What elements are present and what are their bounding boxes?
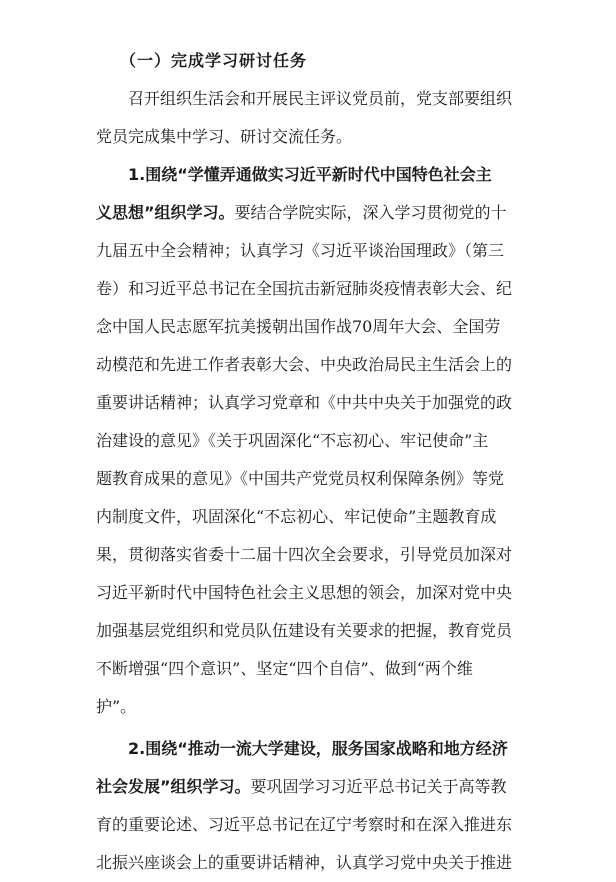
- normal-text: 九届五中全会精神；认真学习《习近平谈治国理政》（第三: [96, 241, 505, 260]
- text-line: [96, 612, 544, 650]
- text-line: [96, 346, 544, 384]
- text-line: [96, 460, 544, 498]
- text-line: [96, 844, 544, 882]
- normal-text: 北振兴座谈会上的重要讲话精神，认真学习党中央关于推进: [96, 853, 513, 872]
- text-line: [96, 156, 544, 194]
- text-line: [96, 194, 544, 232]
- normal-text: 要巩固学习习近平总书记关于高等教: [250, 777, 507, 796]
- normal-text: 习近平新时代中国特色社会主义思想的领会，加深对党中央: [96, 583, 513, 602]
- text-line: [96, 650, 544, 688]
- paragraph-item-2: [96, 730, 544, 882]
- text-line: [96, 498, 544, 536]
- normal-text: 不断增强“四个意识”、坚定“四个自信”、做到“两个维: [96, 659, 473, 678]
- normal-text: 内制度文件，巩固深化“不忘初心、牢记使命”主题教育成: [96, 507, 497, 526]
- document-body: [96, 80, 544, 882]
- bold-text: 2.围绕“推动一流大学建设，服务国家战略和地方经济: [96, 739, 508, 758]
- normal-text: 重要讲话精神；认真学习党章和《中共中央关于加强党的政: [96, 393, 513, 412]
- normal-text: 要结合学院实际，深入学习贯彻党的十: [234, 203, 507, 222]
- text-line: [96, 422, 544, 460]
- text-line: [96, 232, 544, 270]
- text-line: [96, 730, 544, 768]
- text-line: 召开组织生活会和开展民主评议党员前，党支部要组织: [96, 89, 513, 108]
- normal-text: 念中国人民志愿军抗美援朝出国作战70周年大会、全国劳: [96, 317, 501, 336]
- normal-text: 治建设的意见》《关于巩固深化“不忘初心、牢记使命”主: [96, 431, 489, 450]
- normal-text: 动模范和先进工作者表彰大会、中央政治局民主生活会上的: [96, 355, 513, 374]
- paragraph-item-1: [96, 156, 544, 726]
- text-line: [96, 270, 544, 308]
- section-heading: （一）完成学习研讨任务: [120, 51, 308, 70]
- normal-text: 加强基层党组织和党员队伍建设有关要求的把握，教育党员: [96, 621, 513, 640]
- normal-text: 护”。: [96, 697, 137, 716]
- text-line: [96, 536, 544, 574]
- text-line: 党员完成集中学习、研讨交流任务。: [96, 127, 353, 146]
- text-line: [96, 574, 544, 612]
- text-line: [96, 768, 544, 806]
- bold-text: 义思想”组织学习。: [96, 203, 235, 222]
- paragraph-intro: [96, 80, 544, 156]
- text-line: [96, 806, 544, 844]
- bold-text: 1.围绕“学懂弄通做实习近平新时代中国特色社会主: [96, 165, 492, 184]
- text-line: [96, 688, 544, 726]
- text-line: [96, 308, 544, 346]
- normal-text: 题教育成果的意见》《中国共产党党员权利保障条例》等党: [96, 469, 505, 488]
- text-line: [96, 384, 544, 422]
- bold-text: 社会发展”组织学习。: [96, 777, 251, 796]
- normal-text: 卷）和习近平总书记在全国抗击新冠肺炎疫情表彰大会、纪: [96, 279, 513, 298]
- normal-text: 果，贯彻落实省委十二届十四次全会要求，引导党员加深对: [96, 545, 513, 564]
- normal-text: 育的重要论述、习近平总书记在辽宁考察时和在深入推进东: [96, 815, 513, 834]
